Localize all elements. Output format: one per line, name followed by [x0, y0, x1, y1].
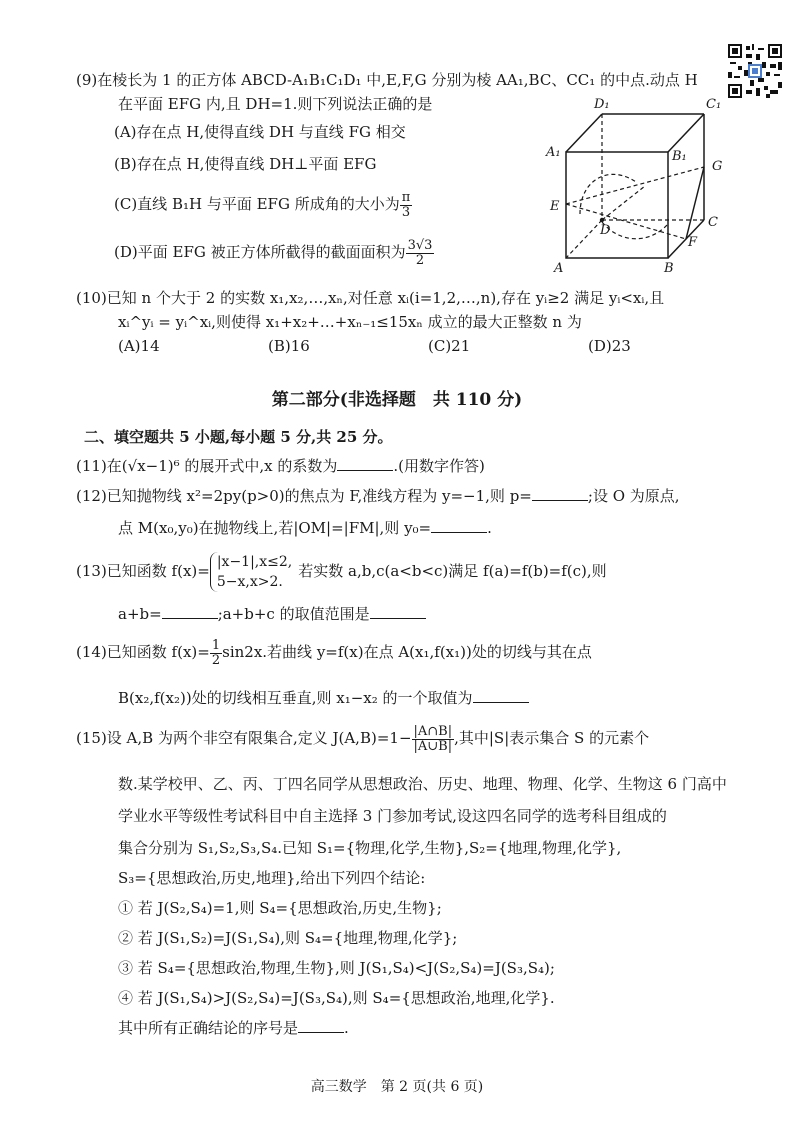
q11-text-end: .(用数字作答)	[393, 457, 485, 475]
question-13	[76, 548, 754, 626]
q15-numerator: |A∩B|	[413, 723, 453, 739]
q10-stem-line1: (10)已知 n 个大于 2 的实数 x₁,x₂,…,xₙ,对任意 xᵢ(i=1,2,…,n),存在 yᵢ≥2 满足 yᵢ<xᵢ,且	[76, 289, 665, 307]
question-14	[76, 632, 754, 710]
q14-denominator: 2	[211, 652, 221, 668]
q14-text-line2: B(x₂,f(x₂))处的切线相互垂直,则 x₁−x₂ 的一个取值为	[118, 689, 473, 707]
q13-text: (13)已知函数 f(x)=	[76, 562, 210, 580]
q14-line1	[76, 632, 754, 672]
label-e: E	[550, 199, 560, 214]
q15-line5: S₃={思想政治,历史,地理},给出下列四个结论:	[118, 869, 426, 887]
q12-text-end: .	[487, 519, 492, 537]
q15-conclusion-1: ① 若 J(S₂,S₄)=1,则 S₄={思想政治,历史,生物};	[118, 899, 442, 917]
q9-stem-line1: (9)在棱长为 1 的正方体 ABCD-A₁B₁C₁D₁ 中,E,F,G 分别为棱 AA₁,BC、CC₁ 的中点.动点 H	[76, 71, 698, 89]
q13-text-line2: a+b=	[118, 605, 162, 623]
q15-final-line: 其中所有正确结论的序号是 .	[118, 1019, 349, 1037]
q15-conclusion-3: ③ 若 S₄={思想政治,物理,生物},则 J(S₁,S₄)<J(S₂,S₄)=J(S₃,S₄);	[118, 959, 555, 977]
question-11	[76, 454, 754, 478]
q13-line2	[84, 602, 754, 626]
q11-text: (11)在(√x−1)⁶ 的展开式中,x 的系数为	[76, 457, 338, 475]
q13-line1	[76, 548, 754, 594]
q14-text: (14)已知函数 f(x)=	[76, 643, 210, 661]
q10-choices	[84, 334, 754, 358]
cube-diagram	[540, 94, 740, 284]
q15-text-post: ,其中|S|表示集合 S 的元素个	[454, 729, 650, 747]
label-f: F	[688, 235, 698, 250]
q13-case2: 5−x,x>2.	[216, 574, 283, 590]
q12-answer-blank-y0	[431, 518, 487, 533]
q9-option-c-numerator: π	[401, 189, 411, 205]
question-10	[76, 286, 754, 358]
q12-text: (12)已知抛物线 x²=2py(p>0)的焦点为 F,准线方程为 y=−1,则 p=	[76, 487, 532, 505]
q11-line	[76, 454, 754, 478]
q13-text-post: 若实数 a,b,c(a<b<c)满足 f(a)=f(b)=f(c),则	[298, 562, 607, 580]
q15-conclusion-2: ② 若 J(S₁,S₂)=J(S₁,S₄),则 S₄={地理,物理,化学};	[118, 929, 458, 947]
q9-option-a: (A)存在点 H,使得直线 DH 与直线 FG 相交	[114, 123, 406, 141]
label-c1: C₁	[706, 97, 722, 112]
q14-numerator: 1	[211, 637, 221, 653]
q10-choice-a: (A)14	[118, 337, 160, 355]
q15-answer-blank	[298, 1018, 344, 1033]
question-12	[76, 484, 754, 540]
q15-conclusion-4: ④ 若 J(S₁,S₄)>J(S₂,S₄)=J(S₃,S₄),则 S₄={思想政治,地理,化学}.	[118, 989, 555, 1007]
label-b: B	[664, 261, 674, 276]
label-a1: A₁	[546, 145, 561, 160]
q13-answer-blank-ab	[162, 604, 218, 619]
q9-option-d-numerator: 3√3	[407, 237, 433, 253]
question-15	[76, 718, 754, 1040]
q11-answer-blank	[337, 456, 393, 471]
q9-stem-line2: 在平面 EFG 内,且 DH=1.则下列说法正确的是	[118, 95, 433, 113]
q13-case1: |x−1|,x≤2,	[216, 554, 293, 570]
q12-line1	[76, 484, 754, 508]
q9-option-c-denominator: 3	[401, 204, 411, 220]
section-fill-in-title: 二、填空题共 5 小题,每小题 5 分,共 25 分。	[84, 428, 393, 446]
q15-line2: 数.某学校甲、乙、丙、丁四名同学从思想政治、历史、地理、物理、化学、生物这 6 门高中	[118, 775, 727, 793]
q10-stem-line2: xᵢ^yᵢ = yᵢ^xᵢ,则使得 x₁+x₂+…+xₙ₋₁≤15xₙ 成立的最大正整数 n 为	[118, 313, 582, 331]
label-d1: D₁	[594, 97, 610, 112]
q14-line2	[84, 686, 754, 710]
q15-denominator: |A∪B|	[413, 738, 453, 754]
q14-fraction	[210, 639, 222, 668]
label-b1: B₁	[672, 149, 687, 164]
q15-text: (15)设 A,B 为两个非空有限集合,定义 J(A,B)=1−	[76, 729, 412, 747]
q15-final-text: 其中所有正确结论的序号是	[118, 1019, 299, 1037]
q13-text-line2-mid: ;a+b+c 的取值范围是	[217, 605, 370, 623]
q9-option-d-denominator: 2	[415, 252, 425, 268]
q12-text-mid: ;设 O 为原点,	[587, 487, 680, 505]
label-g: G	[712, 159, 723, 174]
label-a: A	[554, 261, 564, 276]
q13-answer-blank-range	[370, 604, 426, 619]
label-d: D	[600, 223, 611, 238]
q9-option-b: (B)存在点 H,使得直线 DH⊥平面 EFG	[114, 155, 377, 173]
q12-answer-blank-p	[532, 486, 588, 501]
q10-choice-c: (C)21	[428, 337, 471, 355]
q15-fraction	[412, 725, 455, 754]
q13-piecewise	[210, 552, 292, 592]
q14-answer-blank	[473, 688, 529, 703]
part-two-title: 第二部分(非选择题 共 110 分)	[271, 390, 523, 410]
q9-option-c-fraction	[400, 191, 413, 220]
q14-text-post: sin2x.若曲线 y=f(x)在点 A(x₁,f(x₁))处的切线与其在点	[222, 643, 592, 661]
q9-option-d-fraction	[406, 239, 435, 268]
q15-line1	[76, 718, 754, 758]
page-footer: 高三数学 第 2 页(共 6 页)	[310, 1079, 484, 1095]
label-c: C	[708, 215, 718, 230]
q15-line4: 集合分别为 S₁,S₂,S₃,S₄.已知 S₁={物理,化学,生物},S₂={地理,物理,化学},	[118, 839, 622, 857]
q12-text-line2: 点 M(x₀,y₀)在抛物线上,若|OM|=|FM|,则 y₀=	[118, 519, 432, 537]
q10-choice-b: (B)16	[268, 337, 310, 355]
q15-line3: 学业水平等级性考试科目中自主选择 3 门参加考试,设这四名同学的选考科目组成的	[118, 807, 667, 825]
q9-option-d-text: (D)平面 EFG 被正方体所截得的截面面积为	[114, 243, 406, 261]
q9-option-c-text: (C)直线 B₁H 与平面 EFG 所成角的大小为	[114, 195, 400, 213]
q12-line2	[84, 516, 754, 540]
q10-choice-d: (D)23	[588, 337, 631, 355]
